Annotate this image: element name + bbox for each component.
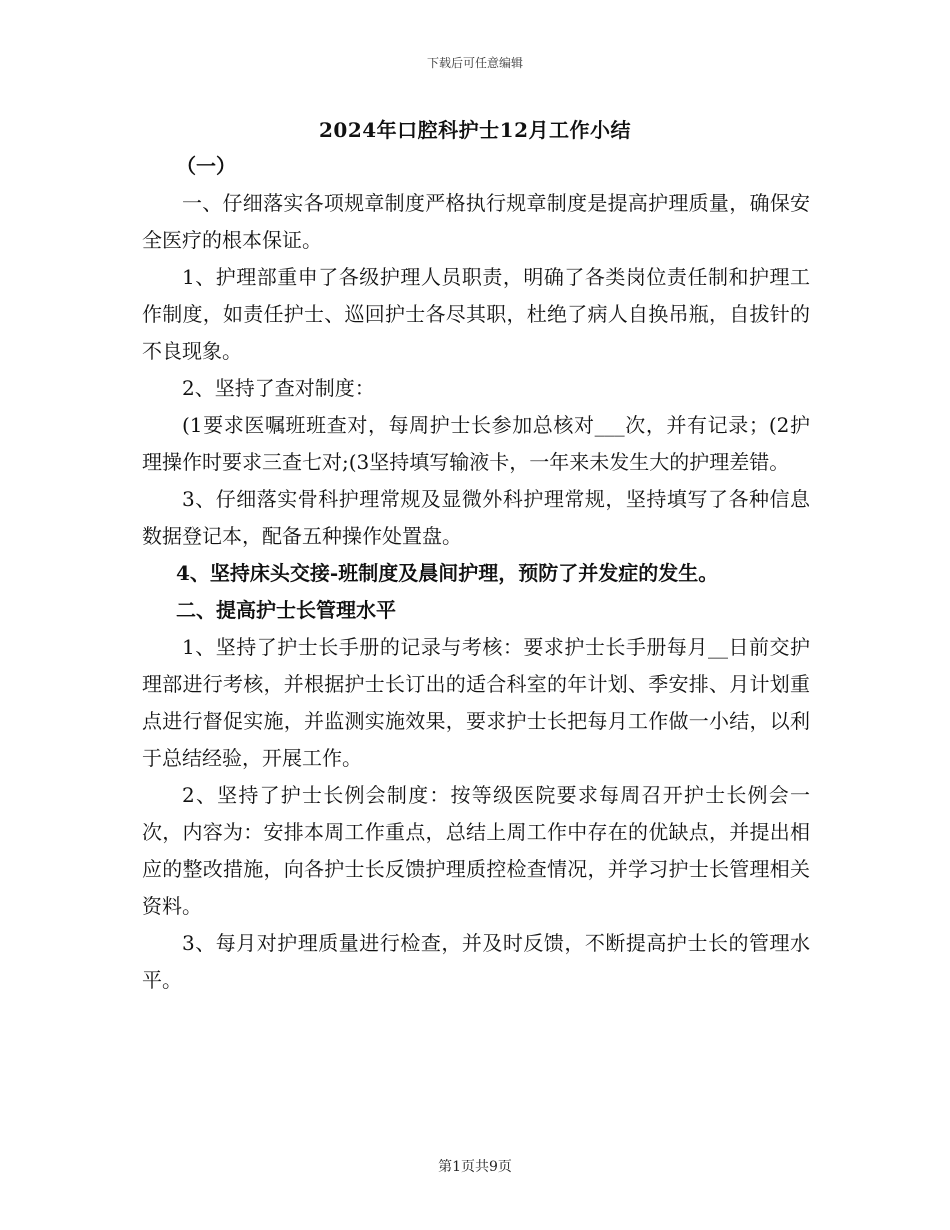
- paragraph-item-2: 2、坚持了查对制度：: [182, 376, 375, 400]
- paragraph-check-details: (1要求医嘱班班查对，每周护士长参加总核对___次，并有记录；(2护理操作时要求三查七对;(3坚持填写输液卡，一年来未发生大的护理差错。: [142, 413, 810, 474]
- document-body: [142, 148, 810, 999]
- paragraph-quality-check: 3、每月对护理质量进行检查，并及时反馈，不断提高护士长的管理水平。: [142, 931, 810, 992]
- paragraph-meeting: 2、坚持了护士长例会制度：按等级医院要求每周召开护士长例会一次，内容为：安排本周工作重点，总结上周工作中存在的优缺点，并提出相应的整改措施，向各护士长反馈护理质控检查情况，并学习护士长管理相关资料。: [142, 783, 810, 918]
- section-heading-2: 二、提高护士长管理水平: [176, 598, 396, 622]
- page-number: 第1页共9页: [438, 1159, 512, 1175]
- paragraph-manual: 1、坚持了护士长手册的记录与考核：要求护士长手册每月__日前交护理部进行考核，并根据护士长订出的适合科室的年计划、季安排、月计划重点进行督促实施，并监测实施效果，要求护士长把每月工作做一小结，以利于总结经验，开展工作。: [142, 635, 810, 770]
- document-title: 2024年口腔科护士12月工作小结: [319, 118, 631, 142]
- section-marker: （一）: [176, 154, 236, 178]
- paragraph-rules: 一、仔细落实各项规章制度严格执行规章制度是提高护理质量，确保安全医疗的根本保证。: [142, 191, 810, 252]
- header-note: 下载后可任意编辑: [426, 56, 523, 70]
- paragraph-item-1: 1、护理部重申了各级护理人员职责，明确了各类岗位责任制和护理工作制度，如责任护士、巡回护士各尽其职，杜绝了病人自换吊瓶，自拔针的不良现象。: [142, 265, 810, 363]
- paragraph-item-4-bold: 4、坚持床头交接-班制度及晨间护理，预防了并发症的发生。: [176, 561, 719, 585]
- paragraph-item-3: 3、仔细落实骨科护理常规及显微外科护理常规，坚持填写了各种信息数据登记本，配备五种操作处置盘。: [142, 487, 810, 548]
